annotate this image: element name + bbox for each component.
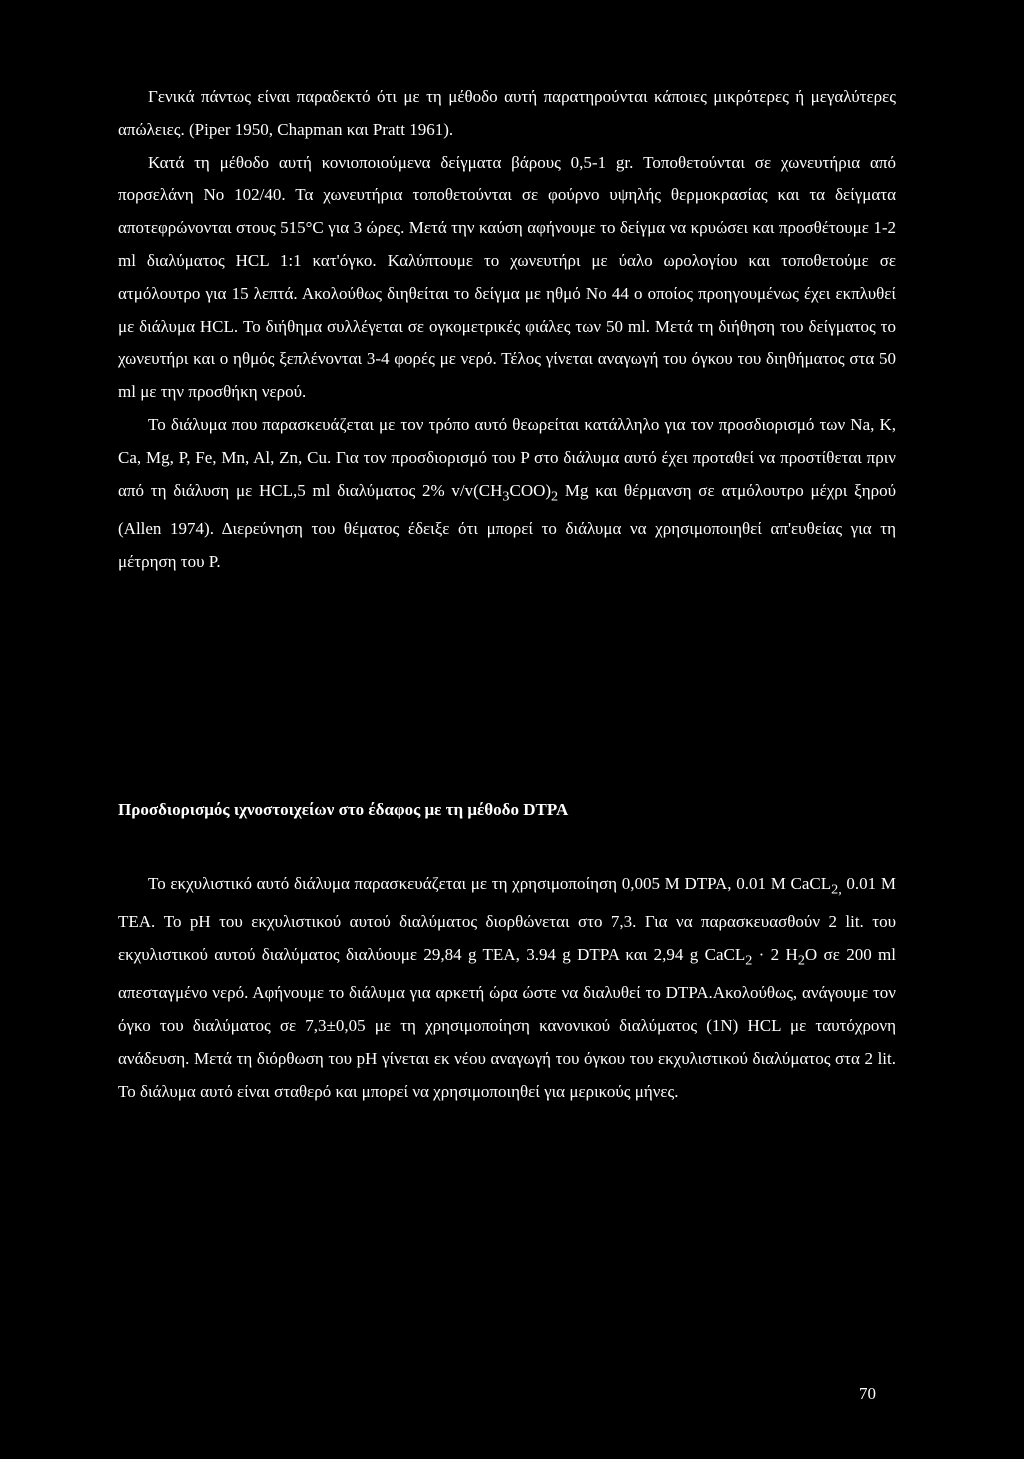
text-run: 0.01 M TEA. Το pH του εκχυλιστικού αυτού διαλύματος διορθώνεται στο 7,3. Για να παρασκευασθούν 2 lit. του εκχυλιστικού αυτού διαλύματος διαλύουμε 29,84 g TEA, 3.94 g DTPA και 2,94 g CaCL xyxy=(118,874,896,964)
section-heading: Προσδιορισμός ιχνοστοιχείων στο έδαφος με τη μέθοδο DTPA xyxy=(118,800,569,819)
page-number: 70 xyxy=(859,1384,876,1403)
subscript: 2 xyxy=(745,952,753,969)
text-run: Mg και θέρμανση σε ατμόλουτρο μέχρι ξηρού (Allen 1974). Διερεύνηση του θέματος έδειξε ότι μπορεί το διάλυμα να χρησιμοποιηθεί απ'ευθείας για τη μέτρηση του P. xyxy=(118,480,896,571)
paragraph-losses: Γενικά πάντως είναι παραδεκτό ότι με τη μέθοδο αυτή παρατηρούνται κάποιες μικρότερες ή μεγαλύτερες απώλειες. (Piper 1950, Chapman και Pratt 1961). xyxy=(118,87,896,139)
text-run: Το διάλυμα που παρασκευάζεται με τον τρόπο αυτό θεωρείται κατάλληλο για τον προσδιορισμό των Na, K, Ca, Mg, P, Fe, Mn, Al, Zn, Cu. Για τον προσδιορισμό του P στο διάλυμα αυτό έχει προταθεί να προστίθεται πριν από τη διάλυση με HCL,5 ml διαλύματος 2% v/v(CH xyxy=(118,414,896,500)
paragraph-solution-use xyxy=(118,409,896,578)
text-run: COO) xyxy=(509,480,552,500)
text-block-upper xyxy=(118,81,896,578)
subscript: 2 xyxy=(797,952,805,969)
text-block-lower xyxy=(118,868,896,1108)
text-run: Το εκχυλιστικό αυτό διάλυμα παρασκευάζεται με τη χρησιμοποίηση 0,005 M DTPA, 0.01 M CaCL xyxy=(148,874,832,893)
subscript: 3 xyxy=(502,487,510,504)
paragraph-dtpa xyxy=(118,868,896,1108)
subscript: 2, xyxy=(831,881,842,898)
subscript: 2 xyxy=(551,487,559,504)
text-run: · 2 H xyxy=(752,944,798,964)
text-run: O σε 200 ml απεσταγμένο νερό. Αφήνουμε το διάλυμα για αρκετή ώρα ώστε να διαλυθεί το DTPA.Ακολούθως, ανάγουμε τον όγκο του διαλύματος σε 7,3±0,05 με τη χρησιμοποίηση κανονικού διαλύματος (1N) HCL με ταυτόχρονη ανάδευση. Μετά τη διόρθωση του pH γίνεται εκ νέου αναγωγή του όγκου του εκχυλιστικού διαλύματος στα 2 lit. Το διάλυμα αυτό είναι σταθερό και μπορεί να χρησιμοποιηθεί για μερικούς μήνες. xyxy=(118,944,896,1101)
paragraph-method: Κατά τη μέθοδο αυτή κονιοποιούμενα δείγματα βάρους 0,5-1 gr. Τοποθετούνται σε χωνευτήρια από πορσελάνη Νο 102/40. Τα χωνευτήρια τοποθετούνται σε φούρνο υψηλής θερμοκρασίας και τα δείγματα αποτεφρώνονται στους 515°C για 3 ώρες. Μετά την καύση αφήνουμε το δείγμα να κρυώσει και προσθέτουμε 1-2 ml διαλύματος HCL 1:1 κατ'όγκο. Καλύπτουμε το χωνευτήρι με ύαλο ωρολογίου και τοποθετούμε σε ατμόλουτρο για 15 λεπτά. Ακολούθως διηθείται το δείγμα με ηθμό Νο 44 ο οποίος προηγουμένως έχει εκπλυθεί με διάλυμα HCL. Το διήθημα συλλέγεται σε ογκομετρικές φιάλες των 50 ml. Μετά τη διήθηση του δείγματος το χωνευτήρι και ο ηθμός ξεπλένονται 3-4 φορές με νερό. Τέλος γίνεται αναγωγή του όγκου του διηθήματος στα 50 ml με την προσθήκη νερού. xyxy=(118,152,896,402)
